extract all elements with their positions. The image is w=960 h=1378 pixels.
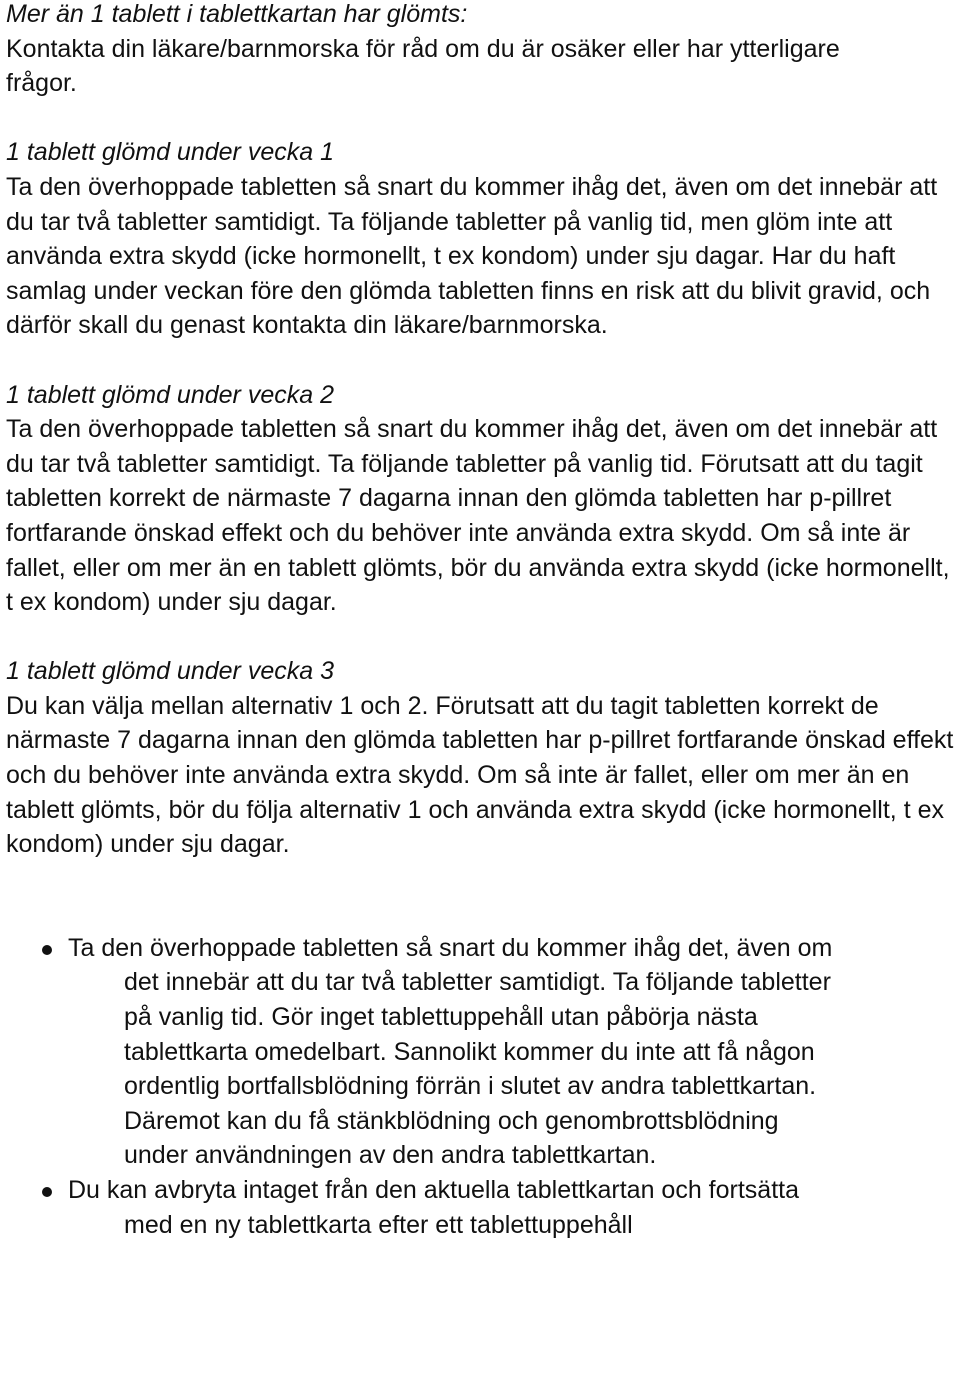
section-heading: 1 tablett glömd under vecka 1 — [6, 138, 334, 167]
section-body: Kontakta din läkare/barnmorska för råd om du är osäker eller har ytterligare frågor. — [6, 34, 840, 98]
options-list — [6, 931, 958, 1242]
section-heading: 1 tablett glömd under vecka 2 — [6, 380, 334, 409]
section-body: Ta den överhoppade tabletten så snart du kommer ihåg det, även om det innebär att du tar två tabletter samtidigt. Ta följande tabletter på vanlig tid, men glöm inte att använda extra skydd (icke hormonellt, t ex kondom) under sju dagar. Har du haft samlag under veckan före den glömda tabletten finns en risk att du blivit gravid, och därför skall du genast kontakta din läkare/barnmorska. — [6, 172, 938, 340]
section-body: Du kan välja mellan alternativ 1 och 2. Förutsatt att du tagit tabletten korrekt de närmaste 7 dagarna innan den glömda tabletten har p-pillret fortfarande önskad effekt och du behöver inte använda extra skydd. Om så inte är fallet, eller om mer än en tablett glömts, bör du följa alternativ 1 och använda extra skydd (icke hormonellt, t ex kondom) under sju dagar. — [6, 691, 954, 859]
section-body: Ta den överhoppade tabletten så snart du kommer ihåg det, även om det innebär att du tar två tabletter samtidigt. Ta följande tabletter på vanlig tid. Förutsatt att du tagit tabletten korrekt de närmaste 7 dagarna innan den glömda tabletten har p-pillret fortfarande önskad effekt och du behöver inte använda extra skydd. Om så inte är fallet, eller om mer än en tablett glömts, bör du använda extra skydd (icke hormonellt, t ex kondom) under sju dagar. — [6, 415, 950, 617]
spacer — [6, 620, 958, 655]
list-item — [6, 1173, 844, 1242]
list-item — [6, 931, 844, 1173]
section-week-1 — [6, 135, 958, 343]
list-item-text: Du kan avbryta intaget från den aktuella tablettkartan och fortsätta med en ny tablettkarta efter ett tablettuppehåll — [68, 1176, 799, 1239]
section-week-3 — [6, 654, 958, 862]
bullet-icon — [42, 1187, 52, 1197]
section-heading: Mer än 1 tablett i tablettkartan har glömts: — [6, 0, 468, 28]
spacer — [6, 862, 958, 931]
section-heading: 1 tablett glömd under vecka 3 — [6, 657, 334, 686]
list-item-text: Ta den överhoppade tabletten så snart du kommer ihåg det, även om det innebär att du tar två tabletter samtidigt. Ta följande tabletter på vanlig tid. Gör inget tablettuppehåll utan påbörja nästa tablettkarta omedelbart. Sannolikt kommer du inte att få någon ordentlig bortfallsblödning förrän i slutet av andra tablettkartan. Däremot kan du få stänkblödning och genombrottsblödning under användningen av den andra tablettkartan. — [68, 933, 833, 1170]
section-week-2 — [6, 378, 958, 620]
spacer — [6, 101, 958, 136]
section-multiple-forgotten — [6, 0, 958, 101]
spacer — [6, 343, 958, 378]
bullet-icon — [42, 945, 52, 955]
document-page — [6, 0, 958, 1242]
